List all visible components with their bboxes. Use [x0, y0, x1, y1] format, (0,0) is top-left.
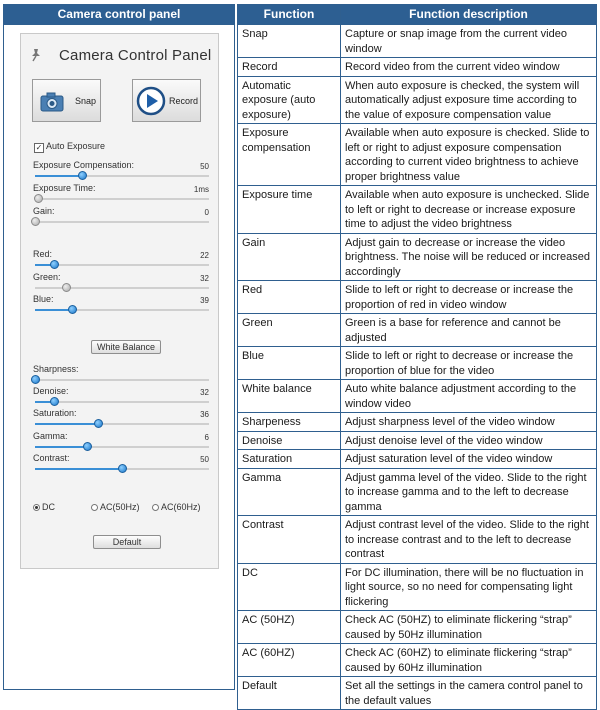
- table-row: [238, 380, 597, 413]
- slider-label: Saturation:: [33, 408, 77, 418]
- function-cell: DC: [238, 563, 341, 611]
- slider-fill: [35, 175, 82, 177]
- camera-icon: [39, 90, 65, 114]
- table-row: [238, 25, 597, 58]
- slider-label: Red:: [33, 249, 53, 259]
- slider-handle[interactable]: [50, 260, 59, 269]
- auto-exposure-label: Auto Exposure: [46, 141, 106, 151]
- slider-track[interactable]: [35, 309, 209, 311]
- slider-track[interactable]: [35, 198, 209, 200]
- document-page: [3, 4, 597, 707]
- slider-track[interactable]: [35, 264, 209, 266]
- table-header-row: [238, 5, 597, 25]
- radio-dc-dot: [33, 504, 40, 511]
- function-cell: White balance: [238, 380, 341, 413]
- table-row: [238, 58, 597, 77]
- slider-value: 0: [204, 208, 209, 217]
- slider-row: [33, 408, 209, 430]
- table-row: [238, 124, 597, 186]
- slider-row: [33, 453, 209, 475]
- table-row: [238, 468, 597, 516]
- panel-title: Camera Control Panel: [59, 47, 212, 64]
- slider-label: Exposure Time:: [33, 183, 96, 193]
- description-cell: Set all the settings in the camera control panel to the default values: [341, 677, 597, 710]
- description-cell: Check AC (60HZ) to eliminate flickering “strap” caused by 60Hz illumination: [341, 644, 597, 677]
- table-row: [238, 431, 597, 450]
- description-cell: Adjust denoise level of the video window: [341, 431, 597, 450]
- radio-ac50-label: AC(50Hz): [100, 502, 140, 512]
- table-row: [238, 644, 597, 677]
- pin-icon[interactable]: [29, 48, 43, 62]
- slider-value: 1ms: [193, 185, 209, 194]
- description-cell: Auto white balance adjustment according to the window video: [341, 380, 597, 413]
- function-cell: Default: [238, 677, 341, 710]
- slider-track[interactable]: [35, 221, 209, 223]
- slider-track[interactable]: [35, 287, 209, 289]
- play-icon: [136, 86, 166, 116]
- radio-ac60[interactable]: [152, 502, 201, 512]
- slider-handle[interactable]: [34, 194, 43, 203]
- description-cell: Available when auto exposure is unchecked. Slide to left or right to decrease or increase exposure time to adjust the video brightness: [341, 186, 597, 234]
- slider-handle[interactable]: [68, 305, 77, 314]
- radio-dc[interactable]: [33, 502, 55, 512]
- function-cell: Automatic exposure (auto exposure): [238, 76, 341, 124]
- slider-label: Gamma:: [33, 431, 68, 441]
- camera-panel-column: [3, 4, 235, 690]
- slider-label: Green:: [33, 272, 61, 282]
- table-row: [238, 281, 597, 314]
- camera-panel-header: Camera control panel: [4, 5, 234, 25]
- description-cell: Adjust contrast level of the video. Slide to the right to increase contrast and to the left to decrease contrast: [341, 516, 597, 564]
- table-row: [238, 186, 597, 234]
- table-row: [238, 677, 597, 710]
- slider-row: [33, 294, 209, 316]
- slider-label: Blue:: [33, 294, 54, 304]
- slider-handle[interactable]: [31, 375, 40, 384]
- description-cell: Slide to left or right to decrease or increase the proportion of blue for the video: [341, 347, 597, 380]
- radio-dc-label: DC: [42, 502, 55, 512]
- record-label: Record: [169, 96, 199, 106]
- slider-value: 50: [200, 162, 209, 171]
- snap-label: Snap: [75, 96, 97, 106]
- slider-row: [33, 386, 209, 408]
- slider-handle[interactable]: [31, 217, 40, 226]
- slider-value: 22: [200, 251, 209, 260]
- description-cell: Slide to left or right to decrease or increase the proportion of red in video window: [341, 281, 597, 314]
- slider-label: Contrast:: [33, 453, 70, 463]
- slider-value: 36: [200, 410, 209, 419]
- checkbox-check-icon: ✓: [35, 143, 43, 152]
- function-cell: Red: [238, 281, 341, 314]
- function-cell: AC (60HZ): [238, 644, 341, 677]
- function-cell: Green: [238, 314, 341, 347]
- description-cell: Adjust gain to decrease or increase the video brightness. The noise will be reduced or increased accordingly: [341, 233, 597, 281]
- table-row: [238, 76, 597, 124]
- snap-button[interactable]: [32, 79, 101, 122]
- slider-row: [33, 272, 209, 294]
- slider-value: 50: [200, 455, 209, 464]
- slider-row: [33, 183, 209, 205]
- description-cell: For DC illumination, there will be no fluctuation in light source, so no need for compensating light flickering: [341, 563, 597, 611]
- radio-ac60-label: AC(60Hz): [161, 502, 201, 512]
- function-cell: Contrast: [238, 516, 341, 564]
- function-cell: Exposure time: [238, 186, 341, 234]
- camera-control-panel: [20, 33, 219, 569]
- table-row: [238, 314, 597, 347]
- slider-row: [33, 364, 209, 386]
- function-cell: Sharpeness: [238, 413, 341, 432]
- description-cell: Adjust saturation level of the video window: [341, 450, 597, 469]
- slider-handle[interactable]: [83, 442, 92, 451]
- description-cell: Available when auto exposure is checked. Slide to left or right to adjust exposure compensation according to current video brightness to achieve proper brightness value: [341, 124, 597, 186]
- description-cell: Green is a base for reference and cannot be adjusted: [341, 314, 597, 347]
- table-row: [238, 347, 597, 380]
- auto-exposure-checkbox[interactable]: [34, 141, 105, 153]
- slider-row: [33, 249, 209, 271]
- function-table: [237, 4, 597, 710]
- slider-track[interactable]: [35, 446, 209, 448]
- function-cell: Saturation: [238, 450, 341, 469]
- slider-handle[interactable]: [62, 283, 71, 292]
- record-button[interactable]: [132, 79, 201, 122]
- slider-row: [33, 431, 209, 453]
- slider-handle[interactable]: [118, 464, 127, 473]
- slider-track[interactable]: [35, 175, 209, 177]
- description-cell: Adjust gamma level of the video. Slide to the right to increase gamma and to the left to decrease gamma: [341, 468, 597, 516]
- slider-handle[interactable]: [78, 171, 87, 180]
- function-header: Function: [238, 5, 341, 25]
- radio-ac50[interactable]: [91, 502, 140, 512]
- slider-label: Exposure Compensation:: [33, 160, 135, 170]
- radio-ac50-dot: [91, 504, 98, 511]
- function-cell: Record: [238, 58, 341, 77]
- slider-handle[interactable]: [94, 419, 103, 428]
- description-cell: Capture or snap image from the current video window: [341, 25, 597, 58]
- description-cell: Record video from the current video window: [341, 58, 597, 77]
- default-button[interactable]: Default: [93, 535, 161, 549]
- slider-track[interactable]: [35, 423, 209, 425]
- slider-value: 32: [200, 274, 209, 283]
- description-header: Function description: [341, 5, 597, 25]
- description-cell: When auto exposure is checked, the system will automatically adjust exposure time according to the value of exposure compensation value: [341, 76, 597, 124]
- slider-track[interactable]: [35, 401, 209, 403]
- function-cell: Denoise: [238, 431, 341, 450]
- slider-label: Gain:: [33, 206, 55, 216]
- table-row: [238, 450, 597, 469]
- slider-row: [33, 206, 209, 228]
- description-cell: Check AC (50HZ) to eliminate flickering “strap” caused by 50Hz illumination: [341, 611, 597, 644]
- function-cell: Exposure compensation: [238, 124, 341, 186]
- function-cell: Snap: [238, 25, 341, 58]
- slider-fill: [35, 468, 122, 470]
- table-row: [238, 563, 597, 611]
- function-cell: Gain: [238, 233, 341, 281]
- radio-ac60-dot: [152, 504, 159, 511]
- slider-label: Denoise:: [33, 386, 69, 396]
- table-row: [238, 413, 597, 432]
- slider-value: 32: [200, 388, 209, 397]
- table-row: [238, 611, 597, 644]
- slider-fill: [35, 423, 98, 425]
- slider-handle[interactable]: [50, 397, 59, 406]
- function-cell: Blue: [238, 347, 341, 380]
- table-row: [238, 516, 597, 564]
- slider-track[interactable]: [35, 379, 209, 381]
- slider-fill: [35, 446, 87, 448]
- function-cell: AC (50HZ): [238, 611, 341, 644]
- white-balance-button[interactable]: White Balance: [91, 340, 161, 354]
- table-row: [238, 233, 597, 281]
- description-cell: Adjust sharpness level of the video window: [341, 413, 597, 432]
- slider-row: [33, 160, 209, 182]
- slider-label: Sharpness:: [33, 364, 79, 374]
- table-body: [238, 25, 597, 710]
- slider-value: 39: [200, 296, 209, 305]
- slider-fill: [35, 309, 72, 311]
- slider-value: 6: [204, 433, 209, 442]
- function-cell: Gamma: [238, 468, 341, 516]
